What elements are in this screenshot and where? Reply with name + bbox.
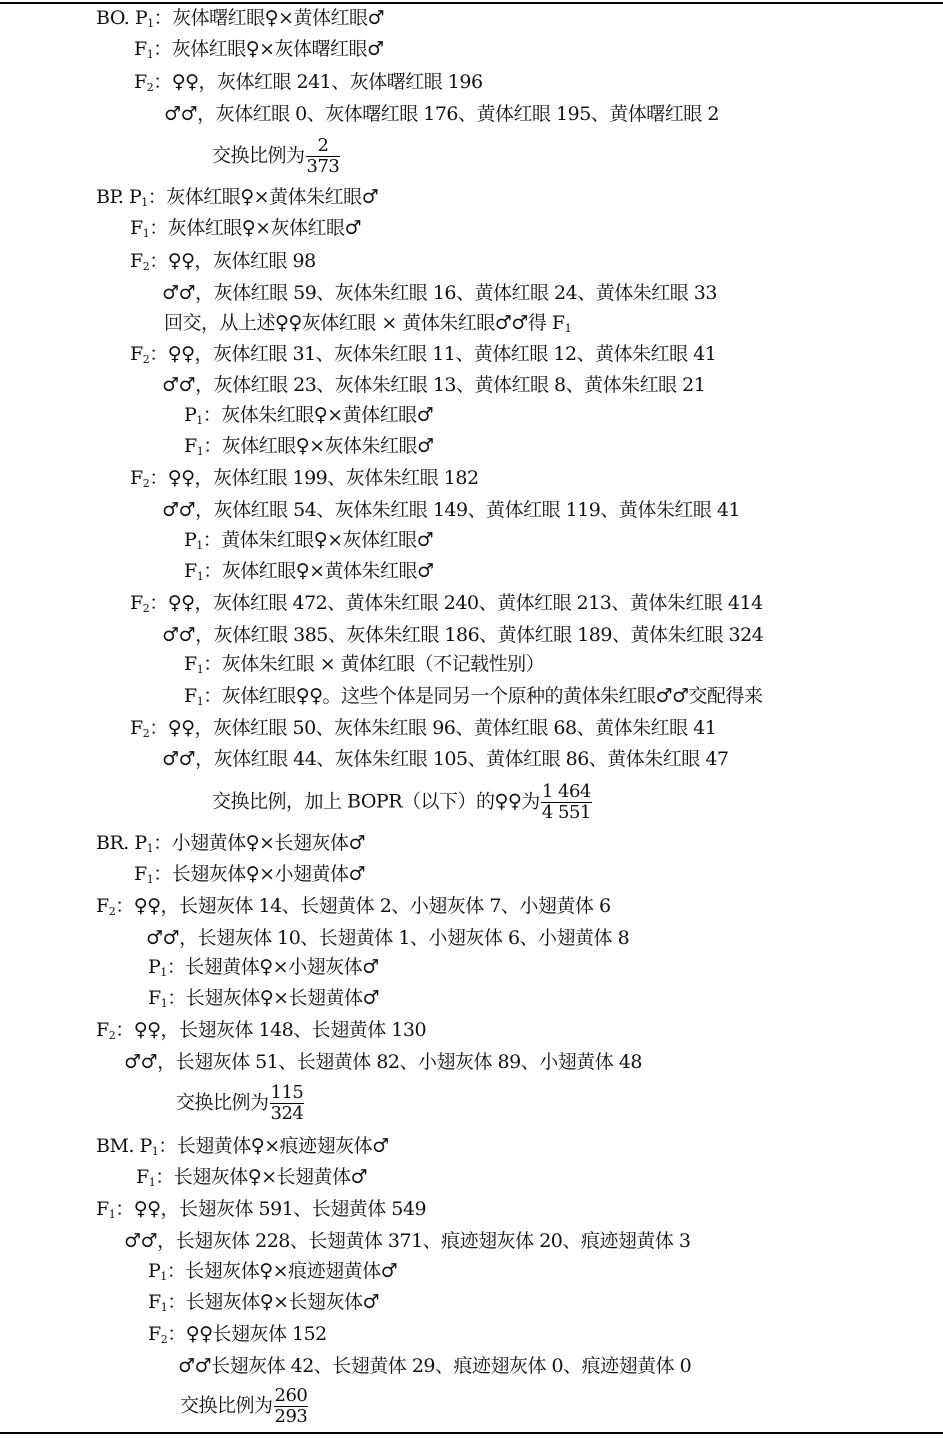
text-line: $F_1$：灰体红眼♀♀。这些个体是同另一个原种的黄体朱红眼♂♂交配得来 [184,685,763,708]
text-line: ♂♂，长翅灰体 10、长翅黄体 1、小翅灰体 6、小翅黄体 8 [146,927,630,949]
text-line: $F_1$：灰体红眼♀×灰体朱红眼♂ [184,435,434,458]
exchange-ratio-line: 交换比例为 $\frac{115}{324}$ [176,1082,304,1124]
text-line: BP. $P_1$：灰体红眼♀×黄体朱红眼♂ [96,186,379,209]
text-line: $F_2$：♀♀，灰体红眼 98 [130,250,316,273]
text-line: ♂♂，灰体红眼 44、灰体朱红眼 105、黄体红眼 86、黄体朱红眼 47 [162,748,729,770]
text-line: $P_1$：灰体朱红眼♀×黄体红眼♂ [184,404,434,427]
text-line: ♂♂，长翅灰体 228、长翅黄体 371、痕迹翅灰体 20、痕迹翅黄体 3 [124,1230,691,1252]
bottom-rule [0,1432,943,1434]
text-line: $F_1$：长翅灰体♀×小翅黄体♂ [134,863,366,886]
text-line: $F_2$：♀♀，灰体红眼 472、黄体朱红眼 240、黄体红眼 213、黄体朱红眼 414 [130,592,763,615]
text-line: $F_1$：灰体红眼♀×灰体红眼♂ [130,217,362,240]
text-line: $F_2$：♀♀，灰体红眼 199、灰体朱红眼 182 [130,467,479,490]
text-line: $F_2$：♀♀，长翅灰体 14、长翅黄体 2、小翅灰体 7、小翅黄体 6 [96,895,611,918]
text-line: $F_1$：灰体朱红眼 × 黄体红眼（不记载性别） [184,653,545,676]
text-line: BR. $P_1$：小翅黄体♀×长翅灰体♂ [96,832,365,855]
text-line: $F_2$：♀♀，长翅灰体 148、长翅黄体 130 [96,1019,427,1042]
text-line: $P_1$：黄体朱红眼♀×灰体红眼♂ [184,529,434,552]
text-line: ♂♂，灰体红眼 23、灰体朱红眼 13、黄体红眼 8、黄体朱红眼 21 [162,374,706,396]
text-line: $F_1$：♀♀，长翅灰体 591、长翅黄体 549 [96,1198,427,1221]
text-line: ♂♂，灰体红眼 0、灰体曙红眼 176、黄体红眼 195、黄体曙红眼 2 [164,103,719,125]
text-line: $F_1$：长翅灰体♀×长翅灰体♂ [148,1291,380,1314]
fraction: $\frac{2}{373}$ [306,135,340,177]
text-line: ♂♂，长翅灰体 51、长翅黄体 82、小翅灰体 89、小翅黄体 48 [124,1051,642,1073]
text-line: ♂♂，灰体红眼 54、灰体朱红眼 149、黄体红眼 119、黄体朱红眼 41 [162,499,741,521]
text-line: 回交，从上述♀♀灰体红眼 × 黄体朱红眼♂♂得 $F_1$ [164,312,572,335]
fraction: $\frac{115}{324}$ [270,1082,304,1124]
exchange-ratio-line: 交换比例为 $\frac{2}{373}$ [212,135,340,177]
text-line: $F_2$：♀♀，灰体红眼 50、灰体朱红眼 96、黄体红眼 68、黄体朱红眼 41 [130,717,717,740]
text-line: ♂♂，灰体红眼 59、灰体朱红眼 16、黄体红眼 24、黄体朱红眼 33 [162,282,717,304]
text-line: $P_1$：长翅黄体♀×小翅灰体♂ [148,956,379,979]
text-line: $F_2$：♀♀，灰体红眼 31、灰体朱红眼 11、黄体红眼 12、黄体朱红眼 41 [130,343,717,366]
text-line: $F_1$：灰体红眼♀×黄体朱红眼♂ [184,560,434,583]
text-line: BM. $P_1$：长翅黄体♀×痕迹翅灰体♂ [96,1135,389,1158]
text-line: ♂♂，灰体红眼 385、灰体朱红眼 186、黄体红眼 189、黄体朱红眼 324 [162,624,764,646]
text-line: ♂♂长翅灰体 42、长翅黄体 29、痕迹翅灰体 0、痕迹翅黄体 0 [178,1355,692,1377]
text-line: $P_1$：长翅灰体♀×痕迹翅黄体♂ [148,1260,398,1283]
text-line: $F_1$：灰体红眼♀×灰体曙红眼♂ [134,38,384,61]
exchange-ratio-line: 交换比例为 $\frac{260}{293}$ [180,1385,308,1427]
exchange-ratio-line: 交换比例，加上 BOPR（以下）的♀♀为 $\frac{1 464}{4 551}$ [212,781,591,823]
top-rule [0,2,943,4]
text-line: $F_1$：长翅灰体♀×长翅黄体♂ [148,987,380,1010]
text-line: $F_2$：♀♀长翅灰体 152 [148,1323,327,1346]
text-line: $F_2$：♀♀，灰体红眼 241、灰体曙红眼 196 [134,71,483,94]
fraction: $\frac{1 464}{4 551}$ [541,781,591,823]
fraction: $\frac{260}{293}$ [274,1385,308,1427]
text-line: $F_1$：长翅灰体♀×长翅黄体♂ [136,1166,368,1189]
text-line: BO. $P_1$：灰体曙红眼♀×黄体红眼♂ [96,7,384,30]
